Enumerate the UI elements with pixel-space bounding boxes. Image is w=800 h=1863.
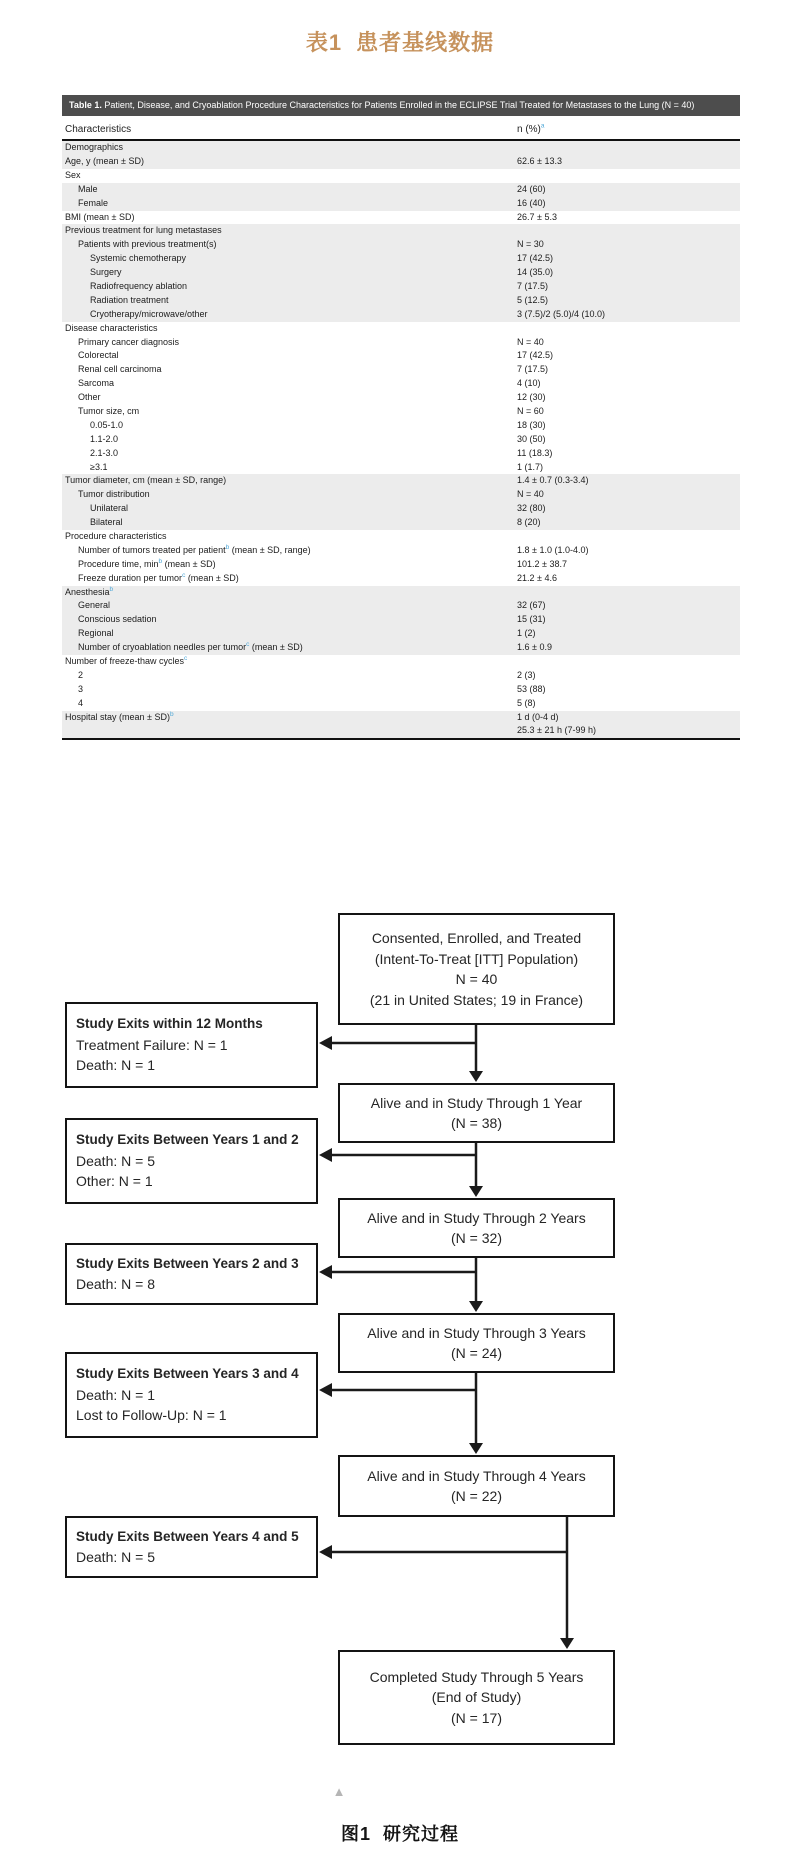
- row-value: 1.6 ± 0.9: [517, 642, 552, 653]
- row-label: Procedure characteristics: [65, 530, 167, 541]
- arrow-left-icon: [319, 1545, 332, 1559]
- footnote-ref-c: c: [246, 641, 250, 649]
- flow-exit-title: Study Exits Between Years 2 and 3: [76, 1255, 299, 1271]
- footnote-ref-a: a: [540, 122, 545, 130]
- row-value: 14 (35.0): [517, 267, 554, 278]
- row-label: Tumor distribution: [78, 489, 150, 500]
- row-label: Bilateral: [90, 517, 123, 528]
- arrow-down-icon: [469, 1443, 483, 1454]
- table-title-text: Patient, Disease, and Cryoablation Procedure Characteristics for Patients Enrolled in the ECLIPSE Trial Treated for Metastases to the Lung (N = 40): [101, 100, 695, 110]
- row-label: Tumor size, cm: [78, 405, 140, 416]
- row-label: Radiofrequency ablation: [90, 280, 188, 291]
- arrow-down-icon: [469, 1301, 483, 1312]
- row-label: Cryotherapy/microwave/other: [90, 308, 208, 319]
- row-value: 17 (42.5): [517, 350, 554, 361]
- flow-box-right-2: [338, 1083, 615, 1143]
- flow-line: (End of Study): [431, 1689, 522, 1706]
- row-label: Age, y (mean ± SD): [65, 155, 144, 166]
- row-value: 62.6 ± 13.3: [517, 155, 562, 166]
- row-label: Hospital stay (mean ± SD)$^b$: [65, 710, 174, 722]
- row-label: 4: [78, 697, 84, 708]
- row-label: 3: [78, 683, 84, 694]
- row-label: General: [78, 600, 111, 611]
- row-value: 101.2 ± 38.7: [517, 558, 567, 569]
- row-label: Unilateral: [90, 503, 129, 514]
- flow-line: (N = 24): [451, 1345, 502, 1361]
- flow-line: (N = 22): [451, 1488, 502, 1504]
- flow-line: (N = 38): [451, 1115, 502, 1131]
- flow-line: (N = 32): [451, 1230, 502, 1246]
- row-label: Systemic chemotherapy: [90, 253, 187, 264]
- collapse-triangle-icon[interactable]: ▲: [332, 1784, 346, 1799]
- flow-line: (Intent-To-Treat [ITT] Population): [374, 950, 579, 967]
- row-label: Female: [78, 197, 109, 208]
- row-value: 5 (8): [517, 697, 536, 708]
- row-value: N = 40: [517, 489, 544, 500]
- row-label: Radiation treatment: [90, 294, 169, 305]
- row-label: Freeze duration per tumor$^c$ (mean ± SD): [78, 571, 239, 583]
- row-value: 17 (42.5): [517, 253, 554, 264]
- row-value: 15 (31): [517, 614, 546, 625]
- flow-line: (21 in United States; 19 in France): [369, 991, 584, 1008]
- footnote-ref-b: b: [225, 543, 230, 551]
- flow-line: N = 40: [455, 971, 498, 987]
- row-label: ≥3.1: [90, 461, 108, 472]
- row-value: 2 (3): [517, 669, 536, 680]
- flow-exit-title: Study Exits Between Years 4 and 5: [76, 1528, 299, 1544]
- flow-box-right-4: [338, 1313, 615, 1373]
- row-value: 12 (30): [517, 392, 546, 403]
- flow-line: Consented, Enrolled, and Treated: [371, 930, 582, 946]
- table-caption-text: 患者基线数据: [356, 30, 495, 55]
- row-value: 1 d (0-4 d): [517, 711, 559, 722]
- flow-exit-title: Study Exits within 12 Months: [76, 1016, 263, 1032]
- arrow-left-icon: [319, 1148, 332, 1162]
- arrow-left-icon: [319, 1383, 332, 1397]
- arrow-down-icon: [560, 1638, 574, 1649]
- flow-box-right-6: [338, 1650, 615, 1745]
- row-value: 1.4 ± 0.7 (0.3-3.4): [517, 475, 589, 486]
- flow-line: Lost to Follow-Up: N = 1: [76, 1407, 227, 1424]
- flow-line: Treatment Failure: N = 1: [76, 1036, 228, 1053]
- row-label: Renal cell carcinoma: [78, 364, 162, 375]
- row-label: Procedure time, $\min^b$ (mean ± SD): [78, 557, 216, 569]
- flow-box-exit-4: [65, 1352, 318, 1438]
- flow-exit-title: Study Exits Between Years 1 and 2: [76, 1132, 299, 1148]
- flow-box-exit-1: [65, 1002, 318, 1088]
- row-value: 32 (80): [517, 503, 546, 514]
- row-value: 30 (50): [517, 433, 546, 444]
- row-label: 2: [78, 669, 84, 680]
- arrow-down-icon: [469, 1071, 483, 1082]
- flow-box-right-3: [338, 1198, 615, 1258]
- row-value: 1 (2): [517, 628, 536, 639]
- row-value: N = 40: [517, 336, 544, 347]
- footnote-ref-c: c: [182, 571, 186, 579]
- row-label: Number of cryoablation needles per tumor$^c$ (mean ± SD): [78, 641, 303, 653]
- row-value: 1 (1.7): [517, 461, 544, 472]
- row-label: Male: [78, 183, 98, 194]
- row-value: 25.3 ± 21 h (7-99 h): [517, 725, 596, 736]
- figure-caption-text: 研究过程: [383, 1824, 459, 1844]
- row-value: 24 (60): [517, 183, 546, 194]
- flow-line: Completed Study Through 5 Years: [369, 1668, 584, 1685]
- footnote-ref-b: b: [158, 557, 163, 565]
- row-value: 26.7 ± 5.3: [517, 211, 557, 222]
- table-caption-number: 表1: [305, 30, 343, 55]
- row-label: Regional: [78, 628, 114, 639]
- flow-box-right-5: [338, 1455, 615, 1517]
- flow-line: Alive and in Study Through 1 Year: [370, 1094, 583, 1111]
- row-label: Anesthesia$^b$: [65, 585, 114, 597]
- flow-box-exit-5: [65, 1516, 318, 1578]
- row-label: 0.05-1.0: [90, 419, 124, 430]
- row-label: Primary cancer diagnosis: [78, 336, 180, 347]
- row-value: 11 (18.3): [517, 447, 553, 458]
- row-value: 32 (67): [517, 600, 546, 611]
- row-value: 8 (20): [517, 517, 541, 528]
- row-value: 16 (40): [517, 197, 546, 208]
- row-value: 21.2 ± 4.6: [517, 572, 557, 583]
- row-value: 1.8 ± 1.0 (1.0-4.0): [517, 544, 589, 555]
- footnote-ref-b: b: [109, 585, 114, 593]
- row-value: N = 30: [517, 239, 544, 250]
- row-label: Number of tumors treated per patient$^b$ (mean ± SD, range): [78, 543, 311, 555]
- flow-box-exit-3: [65, 1243, 318, 1305]
- arrow-down-icon: [469, 1186, 483, 1197]
- row-label: 2.1-3.0: [90, 447, 119, 458]
- row-label: Patients with previous treatment(s): [78, 239, 217, 250]
- row-label: BMI (mean ± SD): [65, 211, 135, 222]
- flow-line: Death: N = 1: [76, 1386, 155, 1403]
- row-label: Sarcoma: [78, 378, 115, 389]
- row-label: Surgery: [90, 267, 122, 278]
- flow-box-exit-2: [65, 1118, 318, 1204]
- arrow-left-icon: [319, 1265, 332, 1279]
- row-label: Tumor diameter, cm (mean ± SD, range): [65, 475, 227, 486]
- flow-line: Alive and in Study Through 4 Years: [367, 1467, 586, 1484]
- column-characteristics: Characteristics: [65, 124, 132, 136]
- flow-line: Death: N = 1: [76, 1057, 155, 1074]
- row-value: 4 (10): [517, 378, 541, 389]
- row-label: Disease characteristics: [65, 322, 158, 333]
- table-number: Table 1.: [69, 100, 102, 110]
- flow-line: Other: N = 1: [76, 1173, 153, 1190]
- flow-line: Alive and in Study Through 3 Years: [367, 1324, 586, 1341]
- flow-line: (N = 17): [451, 1709, 502, 1726]
- row-label: Other: [78, 392, 101, 403]
- arrow-left-icon: [319, 1036, 332, 1050]
- row-value: 7 (17.5): [517, 364, 549, 375]
- flow-line: Death: N = 5: [76, 1549, 155, 1565]
- figure-caption-cn: [0, 1820, 800, 1846]
- row-label: 1.1-2.0: [90, 433, 119, 444]
- row-value: N = 60: [517, 405, 544, 416]
- flow-exit-title: Study Exits Between Years 3 and 4: [76, 1366, 299, 1382]
- figure-caption-number: 图1: [340, 1824, 371, 1844]
- row-label: Colorectal: [78, 350, 119, 361]
- row-label: Sex: [65, 169, 81, 180]
- flow-line: Death: N = 8: [76, 1276, 155, 1292]
- flow-box-right-1: [338, 913, 615, 1025]
- row-value: 5 (12.5): [517, 294, 549, 305]
- row-label: Previous treatment for lung metastases: [65, 225, 222, 236]
- row-value: 18 (30): [517, 419, 546, 430]
- row-value: 53 (88): [517, 683, 546, 694]
- flow-line: Death: N = 5: [76, 1152, 155, 1169]
- row-value: 3 (7.5)/2 (5.0)/4 (10.0): [517, 308, 606, 319]
- flow-line: Alive and in Study Through 2 Years: [367, 1209, 586, 1226]
- column-n-percent-text: n (%): [517, 124, 541, 136]
- row-label: Number of freeze-thaw cycles$^c$: [65, 655, 188, 666]
- row-label: Conscious sedation: [78, 614, 157, 625]
- row-value: 7 (17.5): [517, 280, 549, 291]
- footnote-ref-b: b: [169, 710, 174, 718]
- row-label: Demographics: [65, 142, 124, 153]
- footnote-ref-c: c: [184, 655, 188, 662]
